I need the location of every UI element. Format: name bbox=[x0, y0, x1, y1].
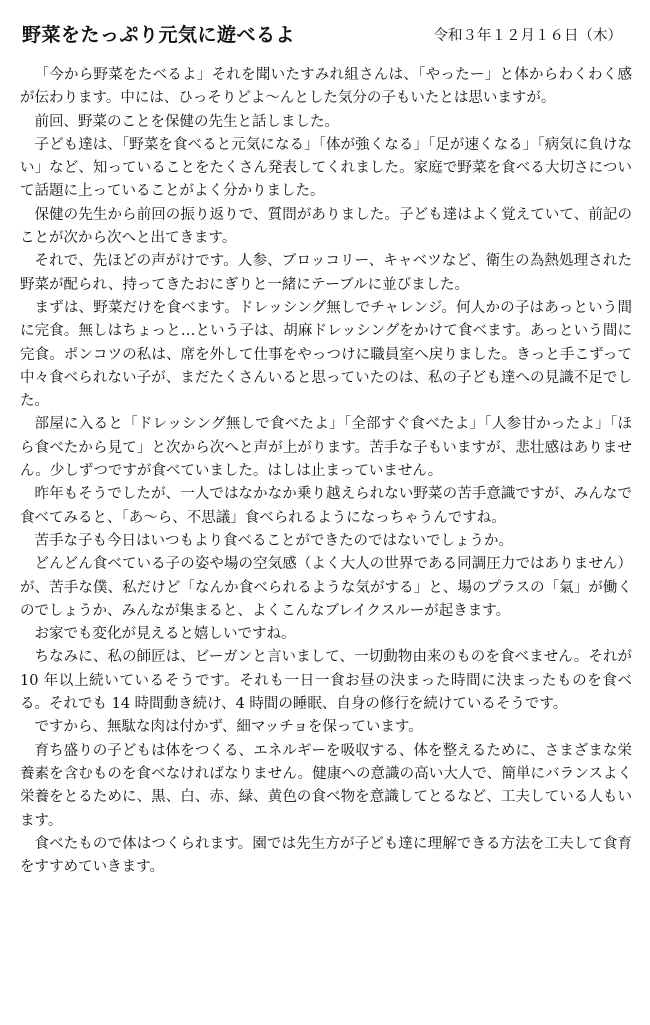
paragraph-1: 「今から野菜をたべるよ」それを聞いたすみれ組さんは、「やったー」と体からわくわく感が伝わります。中には、ひっそりどよ～んとした気分の子もいたとは思いますが。 bbox=[20, 67, 632, 107]
header bbox=[20, 20, 630, 54]
paragraph-4: 保健の先生から前回の振り返りで、質問がありました。子ども達はよく覚えていて、前記のことが次から次へと出てきます。 bbox=[20, 206, 632, 247]
paragraph-14: 育ち盛りの子どもは体をつくる、エネルギーを吸収する、体を整えるために、さまざまな栄養素を含むものを食べなければなりません。健康への意識の高い大人で、簡単にバランスよく栄養をとるために、黒、白、赤、緑、黄色の食べ物を意識してとるなど、工夫している人もいます。 bbox=[20, 742, 632, 829]
page-title: 野菜をたっぷり元気に遊べるよ bbox=[22, 24, 296, 46]
paragraph-9: 苦手な子も今日はいつもより食べることができたのではないでしょうか。 bbox=[34, 532, 513, 549]
paragraph-15: 食べたもので体はつくられます。園では先生方が子ども達に理解できる方法を工夫して食育をすすめていきます。 bbox=[20, 835, 632, 876]
paragraph-3: 子ども達は、「野菜を食べると元気になる」「体が強くなる」「足が速くなる」「病気に負けない」など、知っていることをたくさん発表してくれました。家庭で野菜を食べる大切さについて話題に上っていることがよく分かりました。 bbox=[20, 136, 632, 200]
paragraph-2: 前回、野菜のことを保健の先生と話しました。 bbox=[34, 113, 339, 130]
paragraph-7: 部屋に入ると「ドレッシング無しで食べたよ」「全部すぐ食べたよ」「人参甘かったよ」「ほら食べたから見て」と次から次へと声が上がります。苦手な子もいますが、悲壮感はありません。少しずつですが食べていました。はしは止まっていません。 bbox=[20, 416, 632, 480]
paragraph-5: それで、先ほどの声がけです。人参、ブロッコリー、キャベツなど、衛生の為熱処理された野菜が配られ、持ってきたおにぎりと一緒にテーブルに並びました。 bbox=[20, 253, 632, 293]
date-label: 令和３年１２月１６日（木） bbox=[433, 28, 622, 44]
paragraph-6: まずは、野菜だけを食べます。ドレッシング無しでチャレンジ。何人かの子はあっという間に完食。無しはちょっと…という子は、胡麻ドレッシングをかけて食べます。あっという間に完食。ポンコツの私は、席を外して仕事をやっつけに職員室へ戻りました。きっと手こずって中々食べられない子が、まだたくさんいると思っていたのは、私の子ども達への見識不足でした。 bbox=[20, 299, 632, 410]
paragraph-11: お家でも変化が見えると嬉しいですね。 bbox=[34, 626, 296, 643]
paragraph-10: どんどん食べている子の姿や場の空気感（よく大人の世界である同調圧力ではありません）が、苦手な僕、私だけど「なんか食べられるような気がする」と、場のプラスの「氣」が働くのでしょうか、みんなが集まると、よくこんなブレイクスルーが起きます。 bbox=[20, 556, 632, 619]
article-body bbox=[20, 64, 632, 879]
paragraph-13: ですから、無駄な肉は付かず、細マッチョを保っています。 bbox=[34, 719, 423, 736]
paragraph-12: ちなみに、私の師匠は、ビーガンと言いまして、一切動物由来のものを食べません。それが 10 年以上続いているそうです。それも一日一食お昼の決まった時間に決まったものを食べる。それでも 14 時間動き続け、4 時間の睡眠、自身の修行を続けているそうです。 bbox=[20, 649, 632, 713]
paragraph-8: 昨年もそうでしたが、一人ではなかなか乗り越えられない野菜の苦手意識ですが、みんなで食べてみると、「あ～ら、不思議」食べられるようになっちゃうんですね。 bbox=[20, 486, 632, 526]
